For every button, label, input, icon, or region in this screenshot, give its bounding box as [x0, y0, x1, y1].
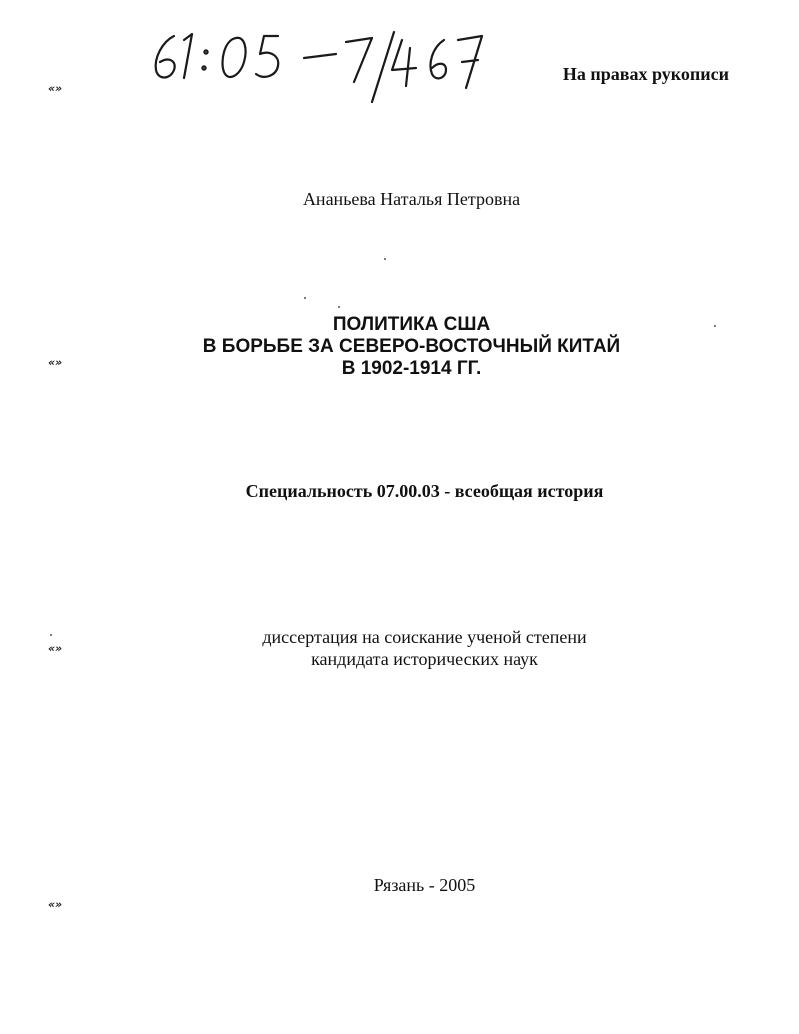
margin-mark-4: «»	[46, 898, 64, 911]
dissertation-title	[0, 314, 799, 380]
scan-speck	[304, 297, 306, 299]
author-name: Ананьева Наталья Петровна	[302, 189, 521, 209]
margin-mark-1: «»	[46, 82, 64, 95]
scan-speck	[714, 325, 716, 327]
title-line-2: В БОРЬБЕ ЗА СЕВЕРО-ВОСТОЧНЫЙ КИТАЙ	[202, 336, 621, 357]
margin-mark-2: «»	[46, 356, 64, 369]
rights-notice: На правах рукописи	[562, 64, 729, 84]
title-line-3: В 1902-1914 ГГ.	[341, 358, 482, 379]
degree-line-2: кандидата исторических наук	[311, 649, 538, 669]
degree-statement	[0, 626, 799, 670]
margin-mark-3: «»	[46, 642, 64, 655]
scan-speck	[384, 258, 386, 260]
scan-speck	[338, 306, 340, 308]
handwritten-archive-number	[140, 18, 500, 106]
specialty-line: Специальность 07.00.03 - всеобщая история	[245, 481, 604, 501]
scan-speck	[50, 634, 52, 636]
title-line-1: ПОЛИТИКА США	[332, 314, 491, 335]
degree-line-1: диссертация на соискание ученой степени	[262, 627, 587, 647]
city-year: Рязань - 2005	[373, 875, 476, 895]
